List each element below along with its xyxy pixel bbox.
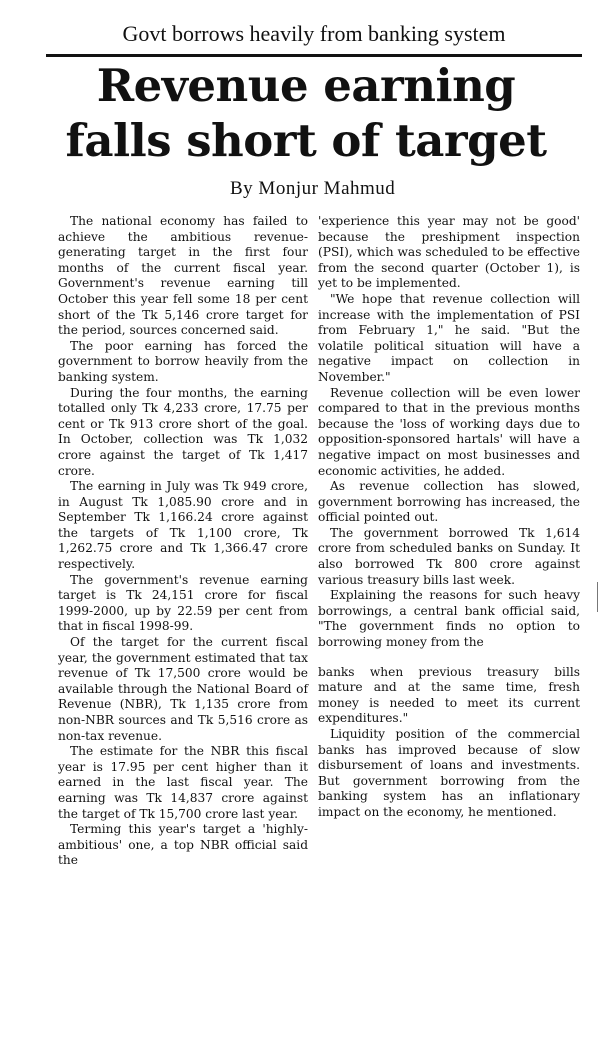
paragraph: Liquidity position of the commercial banks has improved because of slow disbursement of loans and investments. But government borrowing from the banking system has an inflationary impact on the economy, he mentioned. [318, 727, 580, 819]
column-gap [318, 651, 580, 665]
headline-line-1: Revenue earning [96, 59, 516, 112]
byline: By Monjur Mahmud [230, 178, 396, 199]
article-column-right [318, 214, 580, 821]
paragraph: 'experience this year may not be good' because the preshipment inspection (PSI), which was scheduled to be effective from the second quarter (October 1), is yet to be implemented. [318, 214, 580, 291]
paragraph: Revenue collection will be even lower compared to that in the previous months because the 'loss of working days due to opposition-sponsored hartals' will have a negative impact on most businesses and economic activities, he added. [318, 385, 580, 478]
paragraph: banks when previous treasury bills mature and at the same time, fresh money is needed to meet its current expenditures." [318, 664, 580, 726]
headline [10, 58, 602, 168]
paragraph: The poor earning has forced the government to borrow heavily from the banking system. [58, 338, 308, 384]
paragraph: During the four months, the earning totalled only Tk 4,233 crore, 17.75 per cent or Tk 913 crore short of the goal. In October, collection was Tk 1,032 crore against the target of Tk 1,417 crore. [58, 385, 308, 478]
scan-edge-mark [597, 582, 598, 612]
paragraph: The estimate for the NBR this fiscal year is 17.95 per cent higher than it earned in the last fiscal year. The earning was Tk 14,837 crore against the target of Tk 15,700 crore last year. [58, 744, 308, 821]
paragraph: "We hope that revenue collection will increase with the implementation of PSI from February 1," he said. "But the volatile political situation will have a negative impact on collection in November." [318, 291, 580, 384]
paragraph: The government's revenue earning target is Tk 24,151 crore for fiscal 1999-2000, up by 22.59 per cent from that in fiscal 1998-99. [58, 572, 308, 634]
kicker-headline: Govt borrows heavily from banking system [46, 14, 582, 57]
paragraph: Explaining the reasons for such heavy borrowings, a central bank official said, "The government finds no option to borrowing money from the [318, 588, 580, 650]
paragraph: The government borrowed Tk 1,614 crore from scheduled banks on Sunday. It also borrowed Tk 800 crore against various treasury bills last week. [318, 525, 580, 587]
paragraph: As revenue collection has slowed, government borrowing has increased, the official pointed out. [318, 479, 580, 525]
paragraph: The earning in July was Tk 949 crore, in August Tk 1,085.90 crore and in September Tk 1,166.24 crore against the targets of Tk 1,100 crore, Tk 1,262.75 crore and Tk 1,366.47 crore respectively. [58, 479, 308, 572]
headline-line-2: falls short of target [65, 114, 547, 167]
paragraph: The national economy has failed to achieve the ambitious revenue-generating target in the first four months of the current fiscal year. Government's revenue earning till October this year fell some 18 per cent short of the Tk 5,146 crore target for the period, sources concerned said. [58, 214, 308, 338]
paragraph: Of the target for the current fiscal year, the government estimated that tax revenue of Tk 17,500 crore would be available through the National Board of Revenue (NBR), Tk 1,135 crore from non-NBR sources and Tk 5,516 crore as non-tax revenue. [58, 635, 308, 743]
article-column-left [58, 214, 308, 869]
paragraph: Terming this year's target a 'highly-ambitious' one, a top NBR official said the [58, 822, 308, 868]
